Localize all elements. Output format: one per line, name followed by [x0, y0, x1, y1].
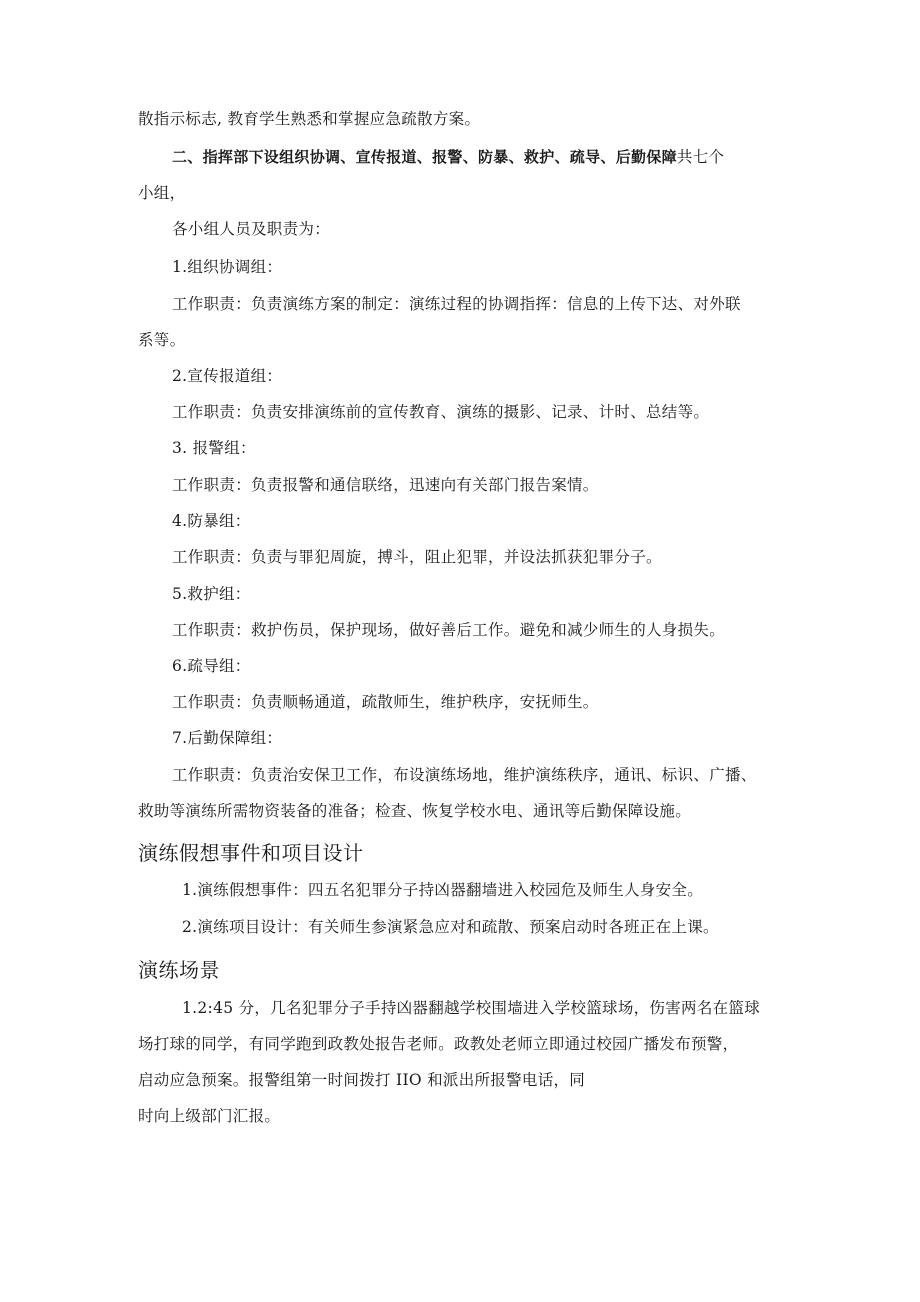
scene-text: 1.2:45 分，几名犯罪分子手持凶器翻越学校围墙进入学校篮球场，伤害两名在篮球	[182, 999, 761, 1017]
group-duty: 工作职责：负责与罪犯周旋，搏斗，阻止犯罪，并设法抓获犯罪分子。	[172, 548, 662, 566]
group-duty: 工作职责：负责演练方案的制定：演练过程的协调指挥：信息的上传下达、对外联	[172, 295, 741, 313]
group-duty: 救助等演练所需物资装备的准备；检查、恢复学校水电、通讯等后勤保障设施。	[138, 802, 692, 820]
design-item: 1.演练假想事件：四五名犯罪分子持凶器翻墙进入校园危及师生人身安全。	[182, 881, 703, 899]
group-title: 6.疏导组：	[172, 657, 251, 675]
section-2-bold-text: 二、指挥部下设组织协调、宣传报道、报警、防暴、救护、疏导、后勤保障	[172, 148, 677, 166]
group-duty: 系等。	[138, 331, 186, 349]
group-duty: 工作职责：负责报警和通信联络，迅速向有关部门报告案情。	[172, 476, 599, 494]
group-title: 3. 报警组：	[172, 439, 256, 457]
group-title: 2.宣传报道组：	[172, 367, 283, 385]
section-heading-scene: 演练场景	[138, 958, 220, 982]
group-title: 1.组织协调组：	[172, 258, 283, 276]
section-2-rest-text: 共七个	[676, 148, 725, 166]
design-item: 2.演练项目设计：有关师生参演紧急应对和疏散、预案启动时各班正在上课。	[182, 918, 719, 936]
group-duty: 工作职责：负责顺畅通道，疏散师生，维护秩序，安抚师生。	[172, 693, 599, 711]
group-title: 4.防暴组：	[172, 512, 251, 530]
group-duty: 工作职责：救护伤员，保护现场，做好善后工作。避免和减少师生的人身损失。	[172, 621, 726, 639]
group-duty: 工作职责：负责安排演练前的宣传教育、演练的摄影、记录、计时、总结等。	[172, 403, 710, 421]
scene-text: 启动应急预案。报警组第一时间拨打 IIO 和派出所报警电话，同	[138, 1071, 586, 1089]
scene-text: 场打球的同学，有同学跑到政教处报告老师。政教处老师立即通过校园广播发布预警，	[138, 1035, 739, 1053]
group-title: 7.后勤保障组：	[172, 729, 283, 747]
group-duty: 工作职责：负责治安保卫工作，布设演练场地，维护演练秩序，通讯、标识、广播、	[172, 766, 757, 784]
section-2-heading	[172, 147, 724, 167]
section-heading-design: 演练假想事件和项目设计	[138, 841, 364, 865]
groups-intro: 各小组人员及职责为：	[172, 220, 331, 238]
text-line: 小组，	[138, 184, 186, 202]
text-line: 散指示标志, 教育学生熟悉和掌握应急疏散方案。	[138, 110, 481, 128]
scene-text: 时向上级部门汇报。	[138, 1107, 281, 1125]
group-title: 5.救护组：	[172, 585, 251, 603]
